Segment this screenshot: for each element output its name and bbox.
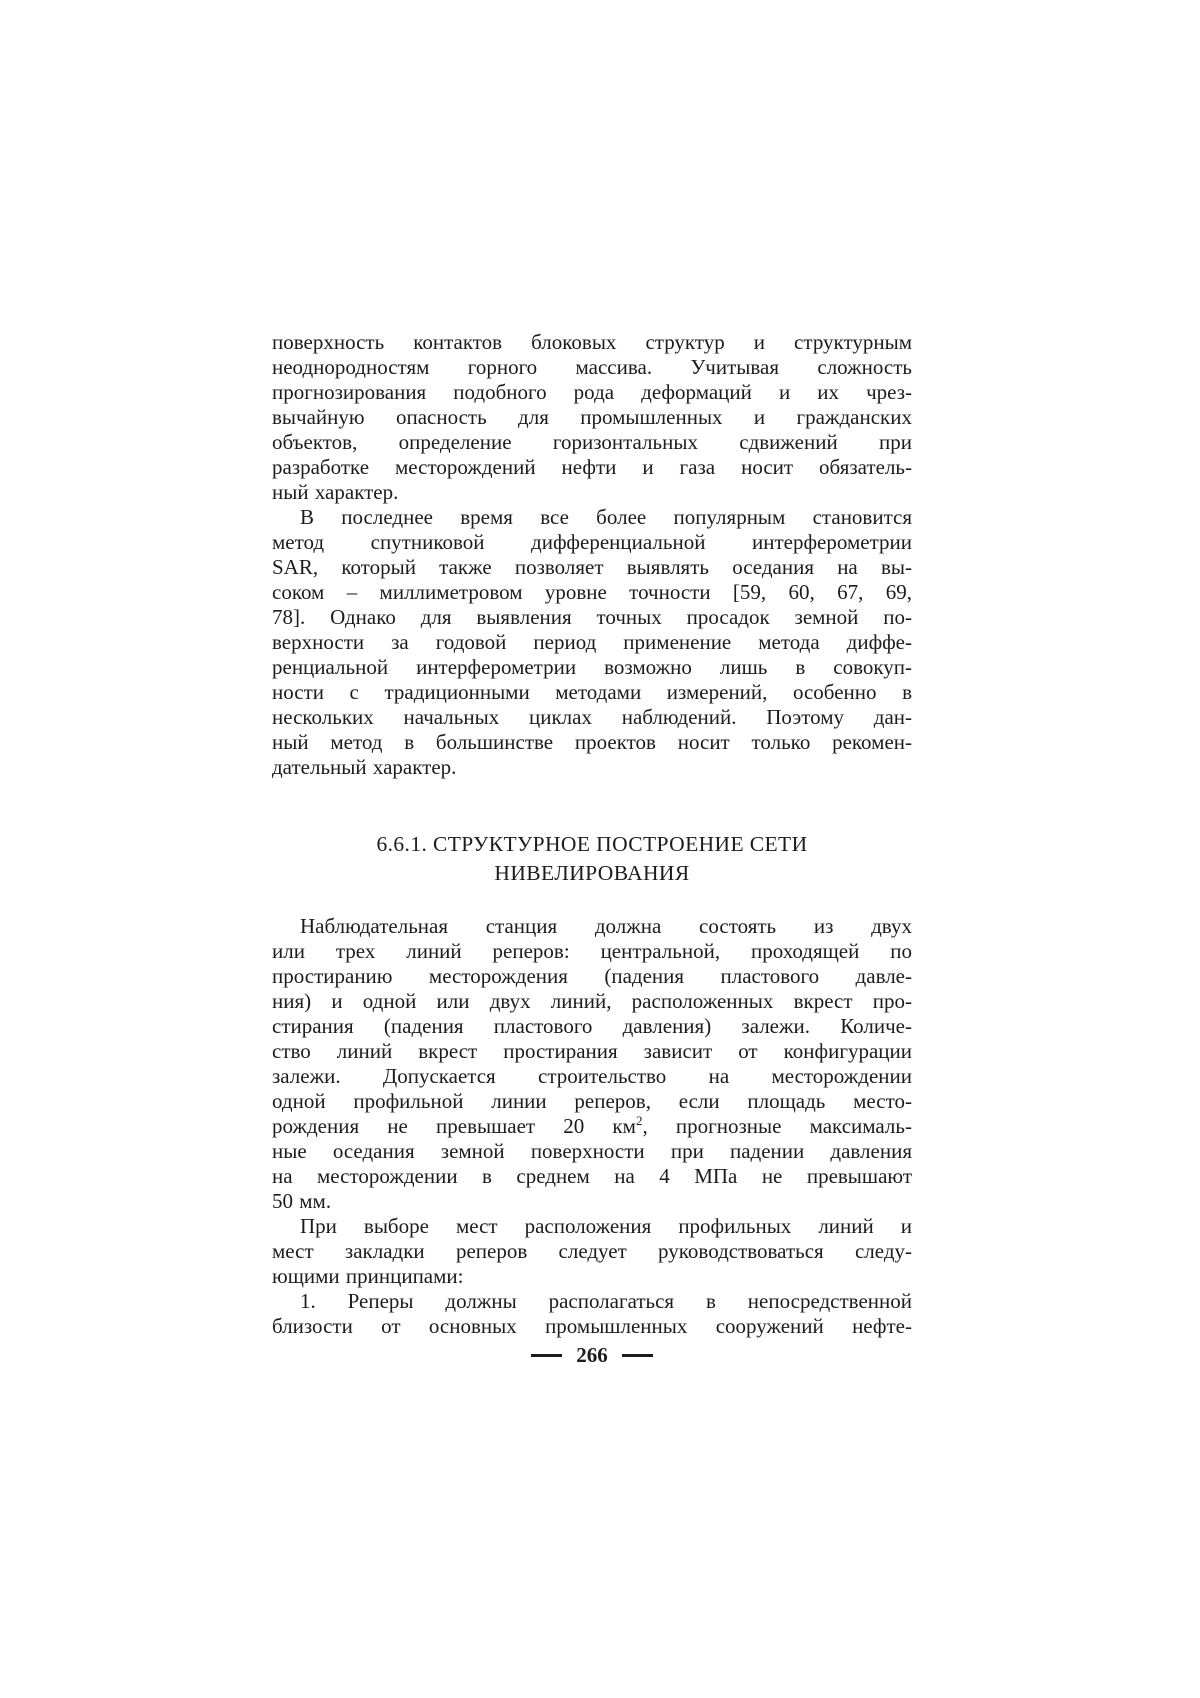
section-heading-line2: НИВЕЛИРОВАНИЯ	[494, 861, 690, 885]
text-line: поверхность контактов блоковых структур и структурным	[272, 330, 912, 354]
text-line: нескольких начальных циклах наблюдений. Поэтому дан-	[272, 705, 912, 729]
text-line: разработке месторождений нефти и газа носит обязатель-	[272, 455, 912, 479]
text-line: Наблюдательная станция должна состоять из двух	[300, 914, 912, 938]
section-heading	[272, 830, 912, 888]
text-line: близости от основных промышленных сооружений нефте-	[272, 1314, 912, 1338]
body-paragraphs-bottom	[272, 914, 912, 1339]
text-line: ные оседания земной поверхности при падении давления	[272, 1139, 912, 1163]
text-line: При выборе мест расположения профильных линий и	[300, 1214, 912, 1238]
footer-rule-left	[531, 1354, 562, 1357]
text-line: ный метод в большинстве проектов носит только рекомен-	[272, 730, 912, 754]
text-line: прогнозирования подобного рода деформаций и их чрез-	[272, 380, 912, 404]
text-line: вычайную опасность для промышленных и гражданских	[272, 405, 912, 429]
text-line: ство линий вкрест простирания зависит от конфигурации	[272, 1039, 912, 1063]
text-line: неоднородностям горного массива. Учитывая сложность	[272, 355, 912, 379]
text-line: 50 мм.	[272, 1189, 332, 1213]
text-line: дательный характер.	[272, 755, 457, 779]
page-footer	[272, 1344, 912, 1366]
paragraph	[272, 1214, 912, 1289]
text-line: мест закладки реперов следует руководствоваться следу-	[272, 1239, 912, 1263]
text-line: метод спутниковой дифференциальной интерферометрии	[272, 530, 912, 554]
text-line: В последнее время все более популярным становится	[300, 505, 912, 529]
text-line: рождения не превышает 20 $км^2$, прогнозные максималь-	[272, 1113, 912, 1138]
text-line: 78]. Однако для выявления точных просадок земной по-	[272, 605, 912, 629]
paragraph	[272, 330, 912, 505]
text-line: залежи. Допускается строительство на месторождении	[272, 1064, 912, 1088]
text-line: ности с традиционными методами измерений, особенно в	[272, 680, 912, 704]
text-line: ренциальной интерферометрии возможно лишь в совокуп-	[272, 655, 912, 679]
text-line: ния) и одной или двух линий, расположенных вкрест про-	[272, 989, 912, 1013]
paragraph	[272, 1289, 912, 1339]
body-paragraphs-top	[272, 330, 912, 780]
text-line: стирания (падения пластового давления) залежи. Количе-	[272, 1014, 912, 1038]
text-line: на месторождении в среднем на 4 МПа не превышают	[272, 1164, 912, 1188]
text-line: объектов, определение горизонтальных сдвижений при	[272, 430, 912, 454]
text-line: верхности за годовой период применение метода диффе-	[272, 630, 912, 654]
text-line: SAR, который также позволяет выявлять оседания на вы-	[272, 555, 912, 579]
text-line: ющими принципами:	[272, 1264, 464, 1288]
text-line: одной профильной линии реперов, если площадь место-	[272, 1089, 912, 1113]
text-line: простиранию месторождения (падения пластового давле-	[272, 964, 912, 988]
text-line: ный характер.	[272, 480, 399, 504]
section-heading-line1: 6.6.1. СТРУКТУРНОЕ ПОСТРОЕНИЕ СЕТИ	[376, 832, 808, 856]
text-line: соком – миллиметровом уровне точности [59, 60, 67, 69,	[272, 580, 912, 604]
text-line: 1. Реперы должны располагаться в непосредственной	[300, 1289, 912, 1313]
footer-rule-right	[622, 1354, 653, 1357]
paragraph	[272, 505, 912, 780]
text-block	[272, 330, 912, 1339]
page-number: 266	[576, 1343, 608, 1367]
text-line: или трех линий реперов: центральной, проходящей по	[272, 939, 912, 963]
paragraph	[272, 914, 912, 1214]
